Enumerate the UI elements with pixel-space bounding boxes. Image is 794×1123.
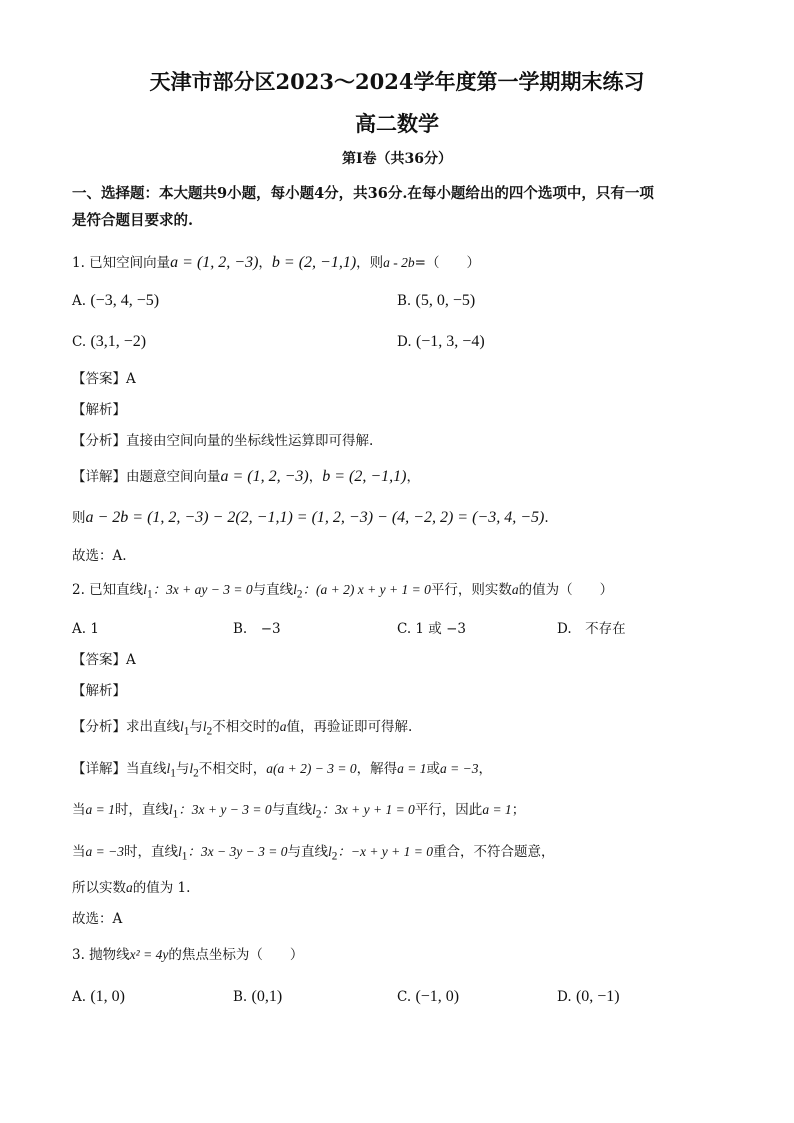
xiangjie-text-a: 当直线: [126, 761, 167, 777]
calc-end: .: [544, 510, 549, 526]
document-title: 天津市部分区2023～2024学年度第一学期期末练习: [149, 69, 645, 94]
case1-equation-1: ：3x + y − 3 = 0: [178, 802, 272, 817]
fenxi-text-c: 不相交时的: [212, 719, 280, 735]
case1-result: a = 1: [482, 802, 512, 817]
vector-expression: a - 2b: [383, 255, 415, 270]
fenxi-text: 直接由空间向量的坐标线性运算即可得解.: [126, 433, 374, 449]
section-instruction-line1: 一、选择题：本大题共9小题，每小题4分，共36分.在每小题给出的四个选项中，只有一项: [72, 185, 654, 202]
case2-equation-1: ：3x − 3y − 3 = 0: [187, 844, 288, 859]
case1-equation-2: ：3x + y + 1 = 0: [321, 802, 415, 817]
xiangjie-label: 【详解】: [72, 761, 126, 777]
case1-condition: a = 1: [85, 802, 115, 817]
question-1-stem-c: =（ ）: [414, 255, 480, 271]
q1-fenxi: [72, 432, 373, 450]
q1-option-d-value: (−1, 3, −4): [415, 333, 485, 350]
xiangjie-text-c: 不相交时，: [198, 761, 267, 777]
xiangjie-equation: a(a + 2) − 3 = 0: [266, 761, 357, 776]
case2-text-a: 当: [72, 844, 86, 860]
q1-option-b-label: B.: [397, 293, 412, 309]
question-2-stem-c: 平行，则实数: [430, 582, 512, 598]
q1-option-a-value: (−3, 4, −5): [90, 292, 160, 309]
q1-analysis-label: 【解析】: [72, 402, 126, 418]
xiangjie-text-b: 与: [175, 761, 190, 777]
q1-answer: [72, 370, 136, 388]
q3-option-d-value: (0, −1): [575, 988, 620, 1005]
conclusion-text-a: 所以实数: [72, 880, 126, 896]
fenxi-text-b: 与: [189, 719, 203, 735]
answer-value: A: [126, 652, 136, 668]
q2-option-b: B. −3: [233, 621, 281, 637]
calc-prefix: 则: [72, 510, 86, 526]
vector-b: b = (2, −1,1): [271, 254, 357, 271]
q3-option-b-value: (0,1): [251, 988, 283, 1005]
q2-case-2: 当a = −3时，直线$l_1$：3x − 3y − 3 = 0与直线$l_2$：−x + y + 1 = 0重合，不符合题意，: [72, 844, 555, 863]
q1-option-a-label: A.: [72, 293, 87, 309]
xiangjie-vector-a: a = (1, 2, −3): [220, 468, 309, 485]
q2-case-1: 当a = 1时，直线$l_1$：3x + y − 3 = 0与直线$l_2$：3x + y + 1 = 0平行，因此a = 1；: [72, 802, 526, 821]
q3-option-c-value: (−1, 0): [415, 988, 460, 1005]
line-l1: l: [143, 582, 147, 597]
xiangjie-comma: ，: [406, 469, 420, 485]
xiangjie-text-d: ，解得: [356, 761, 398, 777]
q3-option-a: [72, 988, 125, 1006]
q2-choose: 故选：A: [72, 911, 123, 927]
q1-choose: 故选：A.: [72, 548, 127, 564]
q2-option-d: D. 不存在: [557, 621, 626, 637]
question-3-stem: 3. 抛物线: [72, 947, 130, 963]
fenxi-text-a: 求出直线: [126, 719, 180, 735]
q1-option-d-label: D.: [397, 334, 412, 350]
q3-option-a-value: (1, 0): [90, 988, 125, 1005]
q3-option-b: [233, 988, 282, 1006]
q2-analysis-label: 【解析】: [72, 683, 126, 699]
q2-option-a: A. 1: [72, 621, 99, 637]
q3-option-d-label: D.: [557, 989, 572, 1005]
question-2-stem-b: 与直线: [252, 582, 294, 598]
fenxi-label: 【分析】: [72, 433, 126, 449]
parabola-equation: x² = 4y: [129, 947, 169, 962]
question-1-stem: 1. 已知空间向量: [72, 255, 171, 271]
fenxi-label: 【分析】: [72, 719, 126, 735]
subject-title: 高二数学: [355, 111, 439, 136]
case2-condition: a = −3: [85, 844, 124, 859]
q2-option-c: C. 1 或 −3: [397, 621, 467, 637]
q3-option-c-label: C.: [397, 989, 412, 1005]
question-3: [72, 946, 303, 964]
variable-a: a: [511, 582, 519, 597]
case2-text-d: 重合，不符合题意，: [433, 844, 555, 860]
case2-text-b: 时，直线: [123, 844, 178, 860]
question-2: 2. 已知直线$l_1$：3x + ay − 3 = 0与直线$l_2$：(a + 2) x + y + 1 = 0平行，则实数a的值为（ ）: [72, 582, 614, 601]
xiangjie-comma: ，: [478, 761, 492, 777]
xiangjie-text: 由题意空间向量: [126, 469, 221, 485]
q1-option-a: [72, 292, 159, 310]
q2-fenxi: 【分析】求出直线$l_1$与$l_2$不相交时的a值，再验证即可得解.: [72, 719, 413, 738]
question-1: 1. 已知空间向量a = (1, 2, −3)，b = (2, −1,1)，则a - 2b=（ ）: [72, 254, 480, 271]
conclusion-text-b: 的值为 1.: [132, 880, 191, 896]
xiangjie-label: 【详解】: [72, 469, 126, 485]
part-heading: 第Ⅰ卷（共36分）: [341, 151, 453, 167]
q2-conclusion: 所以实数a的值为 1.: [72, 880, 191, 896]
solution-2: a = −3: [439, 761, 479, 776]
case1-text-d: 平行，因此: [414, 802, 483, 818]
case2-text-c: 与直线: [287, 844, 328, 860]
section-instruction-line2: 是符合题目要求的.: [72, 212, 194, 229]
answer-label: 【答案】: [72, 652, 126, 668]
or-text: 或: [426, 761, 440, 777]
vector-a: a = (1, 2, −3): [170, 254, 259, 271]
solution-1: a = 1: [397, 761, 427, 776]
line-l1-equation: ：3x + ay − 3 = 0: [152, 582, 253, 597]
q1-calculation: [72, 509, 549, 527]
case1-end: ；: [511, 802, 526, 818]
xiangjie-vector-b: b = (2, −1,1): [322, 468, 407, 485]
calc-expression: a − 2b = (1, 2, −3) − 2(2, −1,1) = (1, 2, −3) − (4, −2, 2) = (−3, 4, −5): [85, 509, 545, 526]
case2-equation-2: ：−x + y + 1 = 0: [337, 844, 434, 859]
q1-option-c-value: (3,1, −2): [90, 333, 147, 350]
line-l2-equation: ：(a + 2) x + y + 1 = 0: [302, 582, 431, 597]
answer-value: A: [126, 371, 136, 387]
question-3-stem-b: 的焦点坐标为（ ）: [168, 947, 304, 963]
question-1-stem-b: ，则: [356, 255, 384, 271]
q3-option-b-label: B.: [233, 989, 248, 1005]
question-2-stem: 2. 已知直线: [72, 582, 144, 598]
fenxi-text-d: 值，再验证即可得解.: [286, 719, 413, 735]
line-l1-subscript: 1: [146, 588, 153, 601]
q1-option-b: [397, 292, 475, 310]
answer-label: 【答案】: [72, 371, 126, 387]
q1-option-c: [72, 333, 146, 351]
q3-option-d: [557, 988, 620, 1006]
case1-text-b: 时，直线: [114, 802, 169, 818]
q1-option-b-value: (5, 0, −5): [415, 292, 476, 309]
q2-answer: [72, 651, 136, 669]
question-2-stem-d: 的值为（ ）: [518, 582, 614, 598]
q1-xiangjie: 【详解】由题意空间向量a = (1, 2, −3)，b = (2, −1,1)，: [72, 468, 420, 485]
q3-option-c: [397, 988, 459, 1006]
q3-option-a-label: A.: [72, 989, 87, 1005]
case1-text-c: 与直线: [271, 802, 313, 818]
q1-option-c-label: C.: [72, 334, 87, 350]
q2-xiangjie: 【详解】当直线$l_1$与$l_2$不相交时，a(a + 2) − 3 = 0，解得a = 1或a = −3，: [72, 761, 492, 780]
q1-option-d: [397, 333, 485, 351]
case1-text-a: 当: [72, 802, 86, 818]
